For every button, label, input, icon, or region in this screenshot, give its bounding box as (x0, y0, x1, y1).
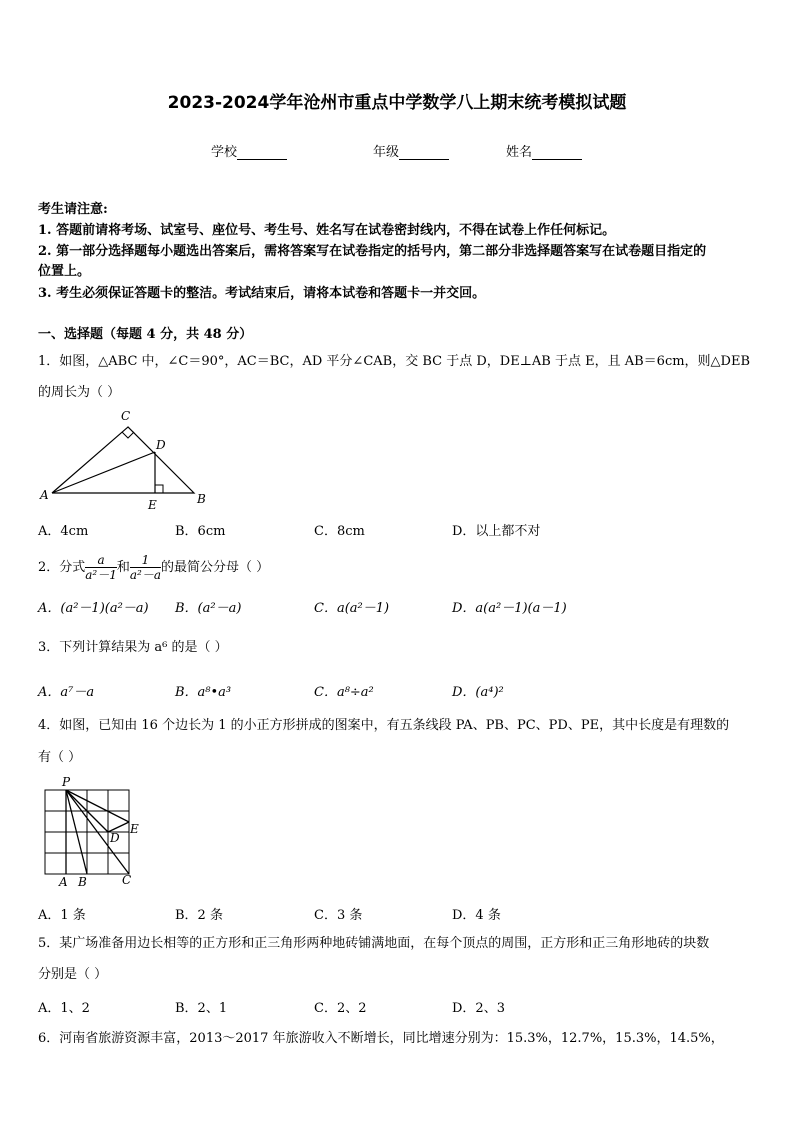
page-title: 2023-2024学年沧州市重点中学数学八上期末统考模拟试题 (167, 93, 627, 113)
q1-text-line2: 的周长为（ ） (38, 385, 121, 400)
q4-grid-figure (38, 772, 148, 890)
q1-label-c: C (121, 409, 131, 423)
q5-text-line1: 5．某广场准备用边长相等的正方形和正三角形两种地砖铺满地面，在每个顶点的周围，正方形和正三角形地砖的块数 (38, 936, 710, 951)
q4-text-line2: 有（ ） (38, 750, 82, 765)
q3-option-c[interactable]: C．a⁸÷a² (314, 685, 374, 700)
q4-label-a: A (59, 875, 68, 889)
q5-option-d[interactable]: D．2、3 (452, 1001, 505, 1016)
q3-option-b[interactable]: B．a⁸•a³ (175, 685, 232, 700)
notice-item-2: 2. 第一部分选择题每小题选出答案后，需将答案写在试卷指定的括号内，第二部分非选择题答案写在试卷题目指定的 (38, 244, 707, 259)
q4-text-line1: 4．如图，已知由 16 个边长为 1 的小正方形拼成的图案中，有五条线段 PA、PB、PC、PD、PE，其中长度是有理数的 (38, 718, 730, 733)
q4-option-d[interactable]: D．4 条 (452, 908, 501, 923)
q2-option-a[interactable]: A．(a²－1)(a²－a) (38, 601, 149, 616)
q3-option-d[interactable]: D．(a⁴)² (452, 685, 504, 700)
q1-option-d[interactable]: D．以上都不对 (452, 524, 541, 539)
q2-text (38, 553, 269, 583)
name-field[interactable] (506, 141, 582, 160)
q2-suffix: 的最简公分母（ ） (161, 560, 270, 575)
q1-label-a: A (40, 488, 49, 502)
q4-label-b: B (78, 875, 87, 889)
q2-prefix: 2．分式 (38, 560, 86, 575)
q4-label-e: E (130, 822, 139, 836)
school-field[interactable] (211, 141, 287, 160)
section-heading: 一、选择题（每题 4 分，共 48 分） (38, 327, 253, 342)
q2-option-d[interactable]: D．a(a²－1)(a－1) (452, 601, 567, 616)
q1-option-a[interactable]: A．4cm (38, 524, 89, 539)
q1-option-b[interactable]: B．6cm (175, 524, 226, 539)
q1-label-b: B (197, 492, 206, 506)
notice-item-1: 1. 答题前请将考场、试室号、座位号、考生号、姓名写在试卷密封线内，不得在试卷上作任何标记。 (38, 223, 616, 238)
q2-fraction-1: $\frac{a}{\text{a²－1}}$ (85, 553, 117, 582)
notice-heading: 考生请注意: (38, 202, 108, 217)
q1-text-line1: 1．如图，△ABC 中，∠C＝90°，AC＝BC，AD 平分∠CAB，交 BC 于点 D，DE⊥AB 于点 E，且 AB＝6cm，则△DEB (38, 354, 751, 369)
q1-label-d: D (156, 438, 166, 452)
q5-text-line2: 分别是（ ） (38, 967, 108, 982)
q2-option-b[interactable]: B．(a²－a) (175, 601, 242, 616)
q4-label-d: D (110, 831, 120, 845)
q5-option-b[interactable]: B．2、1 (175, 1001, 228, 1016)
q3-option-a[interactable]: A．a⁷－a (38, 685, 95, 700)
q5-option-a[interactable]: A．1、2 (38, 1001, 90, 1016)
q2-mid: 和 (116, 560, 130, 575)
q1-triangle-figure (38, 405, 218, 515)
q4-option-a[interactable]: A．1 条 (38, 908, 86, 923)
grade-label: 年级 (373, 145, 400, 160)
q1-option-c[interactable]: C．8cm (314, 524, 365, 539)
q3-text: 3．下列计算结果为 a⁶ 的是（ ） (38, 640, 228, 655)
q5-option-c[interactable]: C．2、2 (314, 1001, 367, 1016)
name-label: 姓名 (506, 145, 533, 160)
q6-text-line1: 6．河南省旅游资源丰富，2013～2017 年旅游收入不断增长，同比增速分别为：15.3%，12.7%，15.3%，14.5%， (38, 1031, 724, 1046)
q2-option-c[interactable]: C．a(a²－1) (314, 601, 390, 616)
notice-item-3: 3. 考生必须保证答题卡的整洁。考试结束后，请将本试卷和答题卡一并交回。 (38, 286, 486, 301)
notice-item-2-cont: 位置上。 (38, 264, 91, 279)
school-label: 学校 (211, 145, 238, 160)
q1-label-e: E (148, 498, 157, 512)
q4-label-c: C (122, 873, 132, 887)
grade-field[interactable] (373, 141, 449, 160)
q2-fraction-2: $\frac{1}{\text{a²－a}}$ (129, 553, 162, 582)
q4-option-c[interactable]: C．3 条 (314, 908, 363, 923)
q4-label-p: P (62, 775, 71, 789)
q4-option-b[interactable]: B．2 条 (175, 908, 223, 923)
